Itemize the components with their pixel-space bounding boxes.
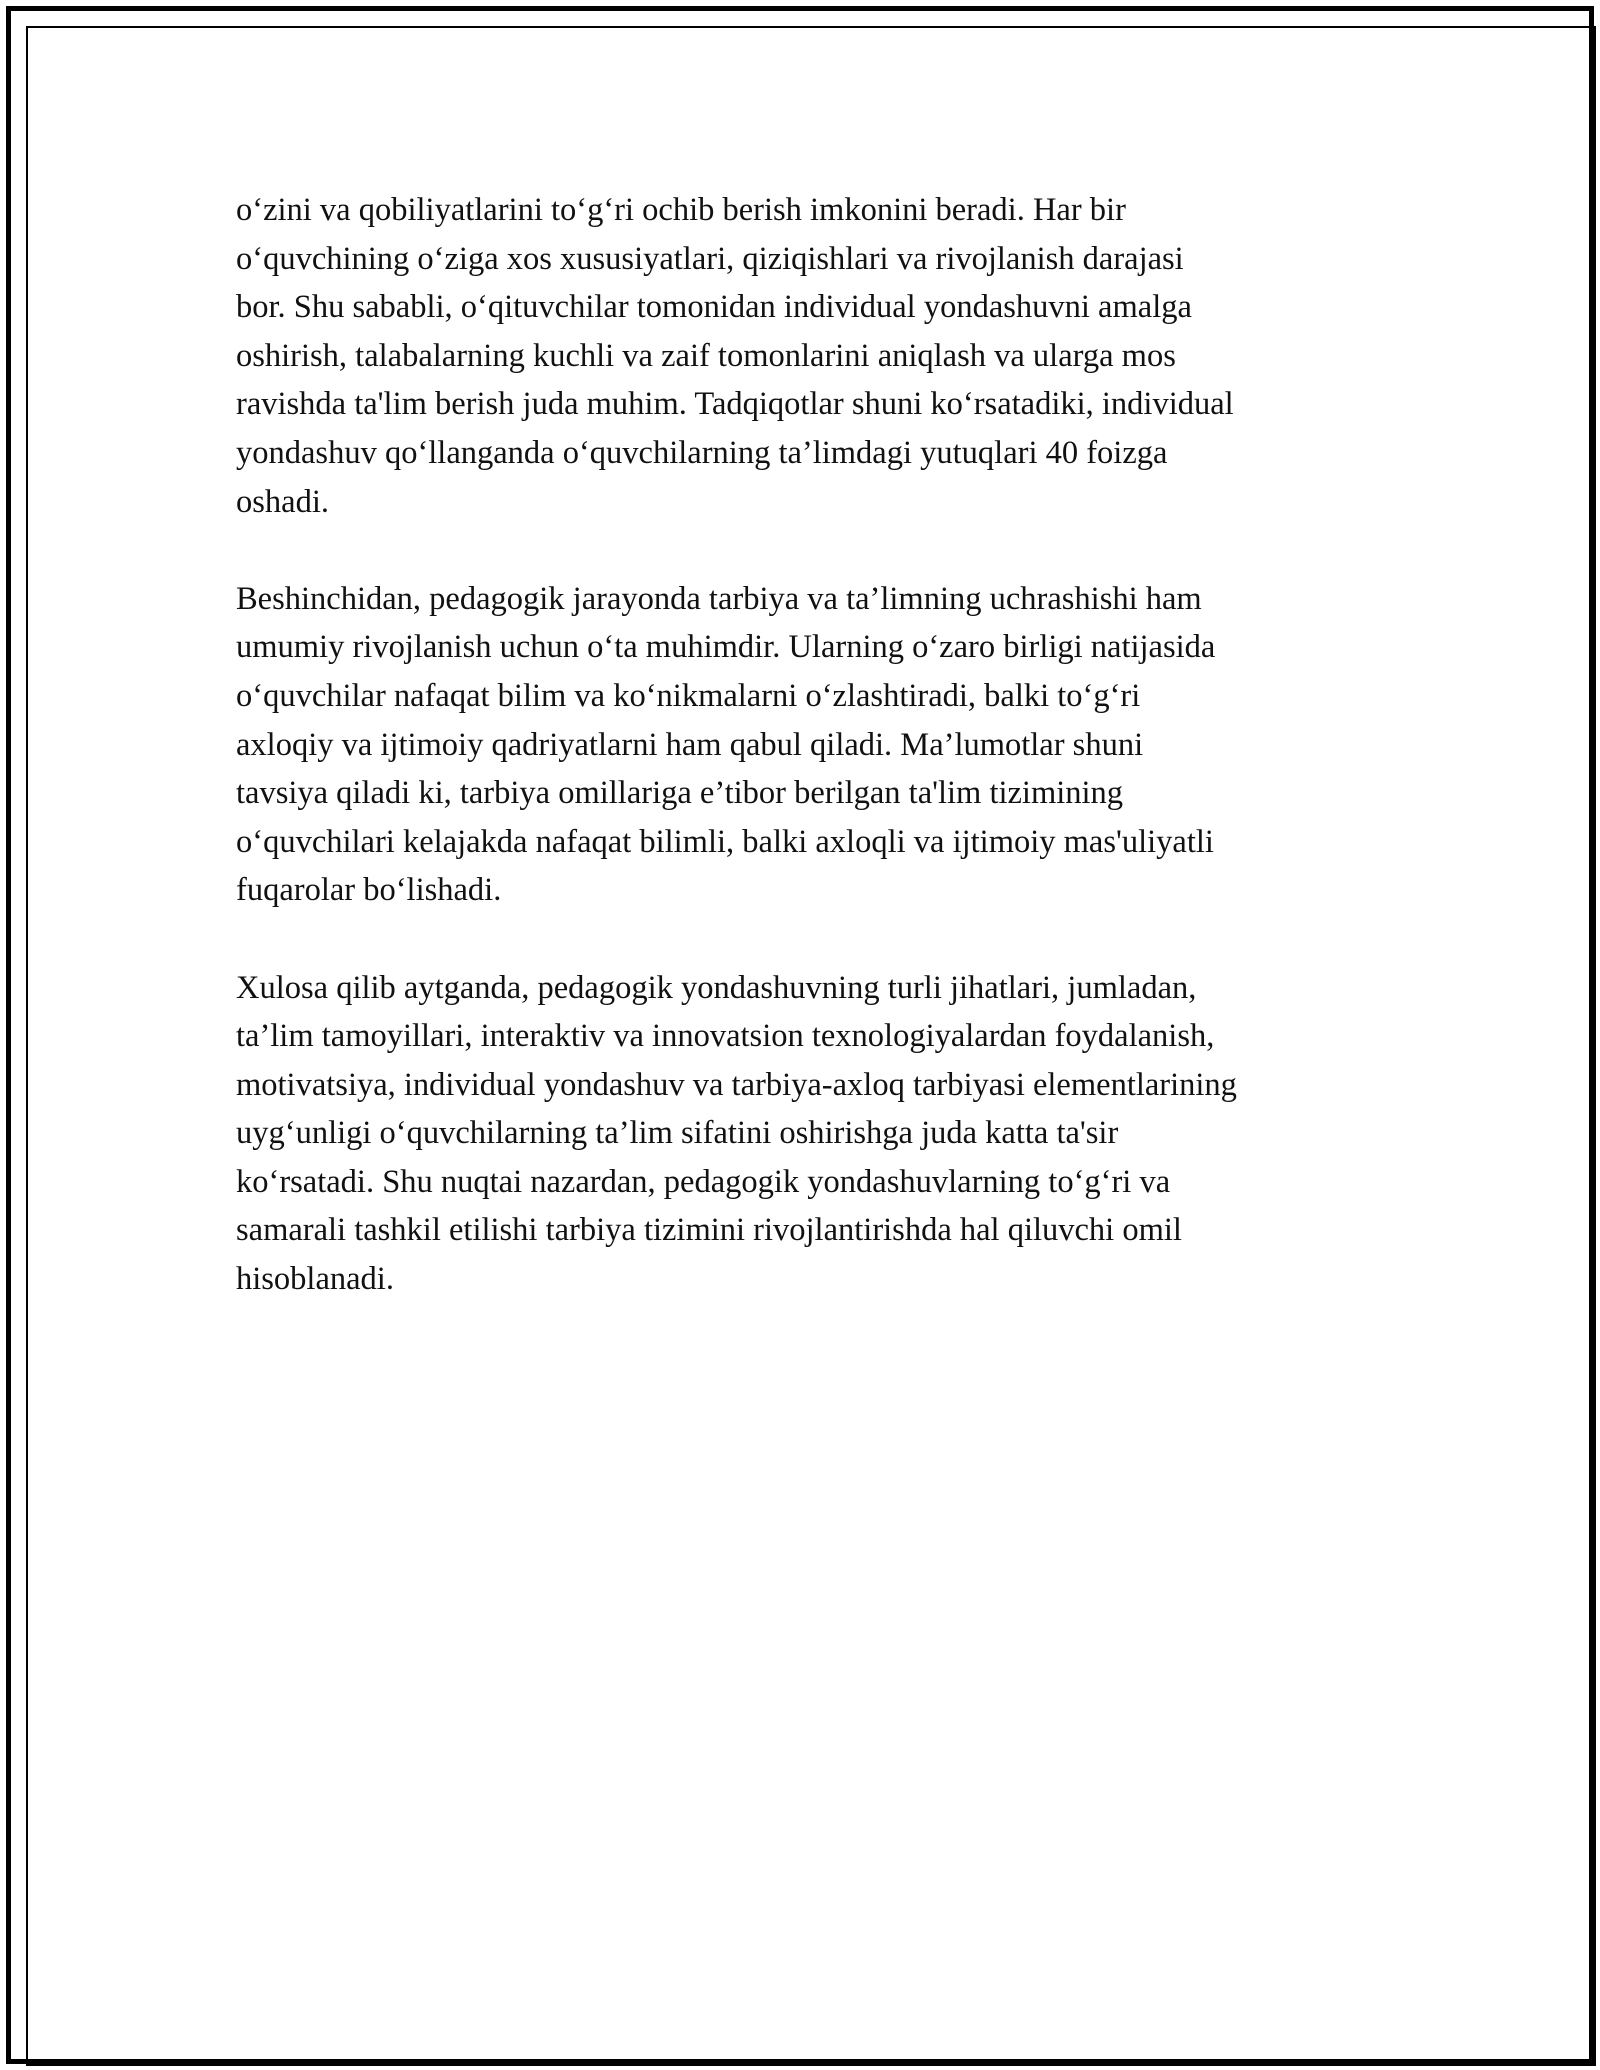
paragraph-upbringing-and-education: Beshinchidan, pedagogik jarayonda tarbiya va ta’limning uchrashishi ham umumiy rivojlanish uchun o‘ta muhimdir. Ularning o‘zaro birligi natijasida o‘quvchilar nafaqat bilim va ko‘nikmalarni o‘zlashtiradi, balki to‘g‘ri axloqiy va ijtimoiy qadriyatlarni ham qabul qiladi. Ma’lumotlar shuni tavsiya qiladi ki, tarbiya omillariga e’tibor berilgan ta'lim tizimining o‘quvchilari kelajakda nafaqat bilimli, balki axloqli va ijtimoiy mas'uliyatli fuqarolar bo‘lishadi.: [236, 580, 1216, 909]
paragraph-individual-approach: o‘zini va qobiliyatlarini to‘g‘ri ochib berish imkonini beradi. Har bir o‘quvchining o‘ziga xos xususiyatlari, qiziqishlari va rivojlanish darajasi bor. Shu sababli, o‘qituvchilar tomonidan individual yondashuvni amalga oshirish, talabalarning kuchli va zaif tomonlarini aniqlash va ularga mos ravishda ta'lim berish juda muhim. Tadqiqotlar shuni ko‘rsatadiki, individual yondashuv qo‘llanganda o‘quvchilarning ta’limdagi yutuqlari 40 foizga oshadi.: [236, 192, 1234, 520]
paragraph-conclusion: Xulosa qilib aytganda, pedagogik yondashuvning turli jihatlari, jumladan, ta’lim tamoyillari, interaktiv va innovatsion texnologiyalardan foydalanish, motivatsiya, individual yondashuv va tarbiya-axloq tarbiyasi elementlarining uyg‘unligi o‘quvchilarning ta’lim sifatini oshirishga juda katta ta'sir ko‘rsatadi. Shu nuqtai nazardan, pedagogik yondashuvlarning to‘g‘ri va samarali tashkil etilishi tarbiya tizimini rivojlantirishda hal qiluvchi omil hisoblanadi.: [236, 969, 1237, 1298]
document-body: [236, 186, 1376, 1352]
